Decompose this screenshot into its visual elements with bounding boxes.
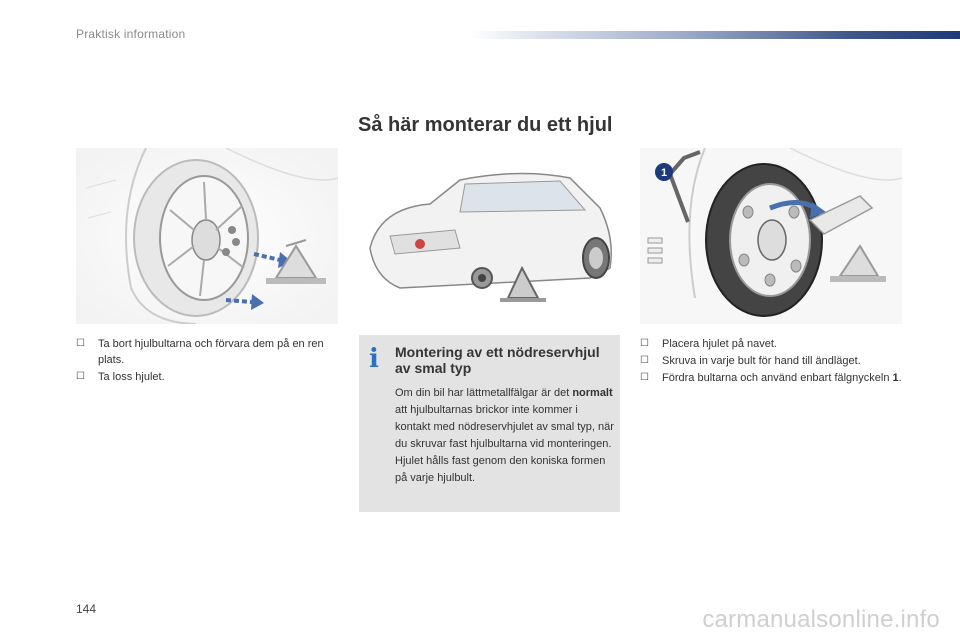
step-text: Ta loss hjulet. [98, 371, 165, 383]
checkbox-bullet-icon: ☐ [76, 371, 85, 382]
checkbox-bullet-icon: ☐ [640, 372, 649, 383]
page-number: 144 [76, 602, 97, 616]
step-text: Ta bort hjulbultarna och förvara dem på en ren plats. [98, 338, 324, 366]
car-on-jack-illustration [360, 148, 618, 324]
step-text [662, 372, 902, 384]
step-text-part: . [898, 372, 902, 384]
info-body-text-2: att hjulbultarnas brickor inte kommer i kontakt med nödreservhjulet av smal typ, när du skruvar fast hjulbultarna vid monteringen. Hjulet hålls fast genom den koniska formen på varje hjulbult. [395, 404, 614, 484]
step-text-part: Fördra bultarna och använd enbart fälgnyckeln [662, 372, 893, 384]
info-body-bold: normalt [572, 387, 613, 399]
list-item [76, 369, 338, 385]
wheel-removal-illustration [76, 148, 338, 324]
checkbox-bullet-icon: ☐ [640, 338, 649, 349]
spare-wheel-illustration [640, 148, 902, 324]
info-box-body [395, 385, 614, 487]
right-steps-list [640, 336, 902, 387]
header-gradient-bar [470, 31, 960, 39]
checkbox-bullet-icon: ☐ [640, 355, 649, 366]
list-item [640, 353, 902, 369]
info-box-title: Montering av ett nödreservhjul av smal typ [395, 344, 600, 376]
list-item [76, 336, 338, 368]
checkbox-bullet-icon: ☐ [76, 338, 85, 349]
info-body-text-1: Om din bil har lättmetallfälgar är det [395, 387, 573, 399]
section-title: Praktisk information [76, 27, 186, 41]
page-heading: Så här monterar du ett hjul [358, 114, 613, 136]
step-text: Skruva in varje bult för hand till ändläget. [662, 355, 861, 367]
watermark: carmanualsonline.info [702, 606, 940, 633]
step-text: Placera hjulet på navet. [662, 338, 777, 350]
callout-number: 1 [660, 167, 668, 179]
info-box [359, 335, 620, 512]
left-steps-list [76, 336, 338, 386]
list-item [640, 370, 902, 386]
info-icon: i [369, 344, 379, 374]
list-item [640, 336, 902, 352]
step-text-bold: 1 [892, 372, 899, 384]
